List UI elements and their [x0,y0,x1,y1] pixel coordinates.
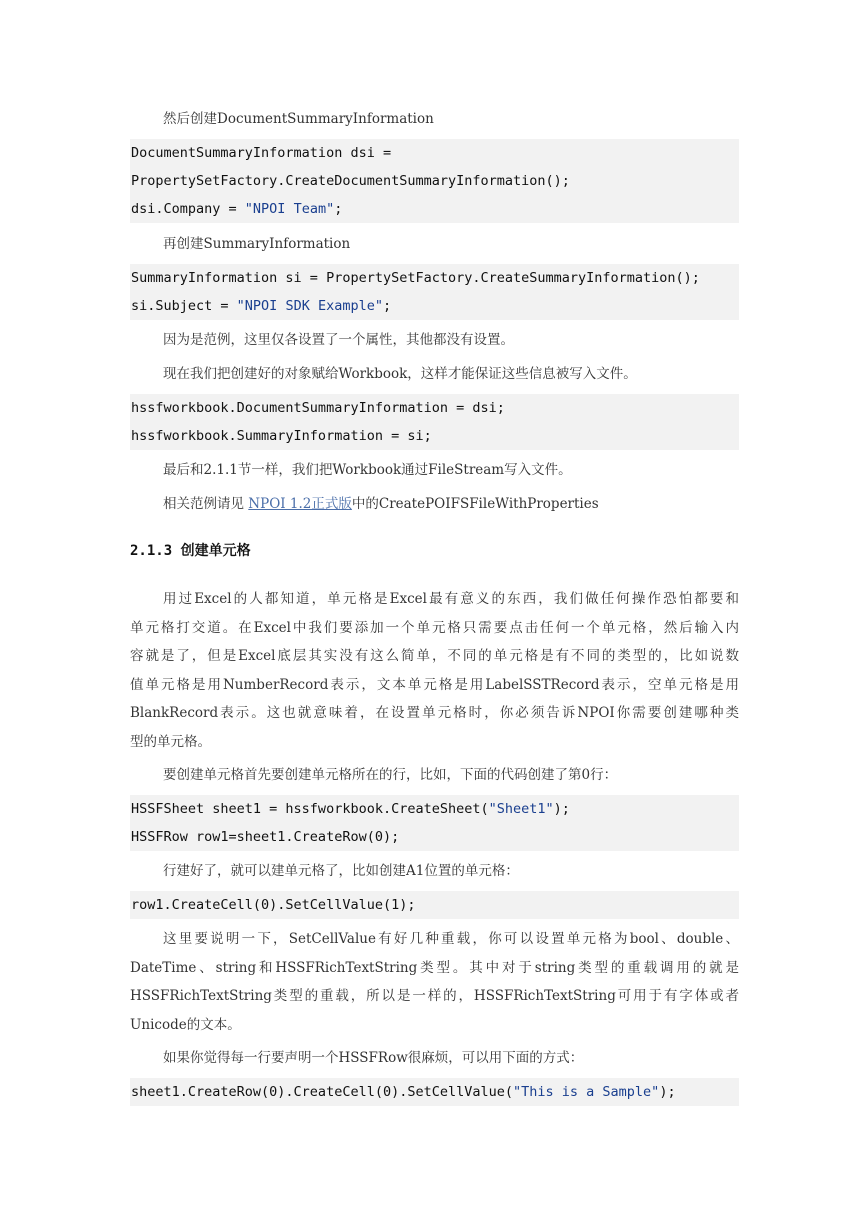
code-line [130,292,739,320]
code-token: ); [553,801,570,817]
code-line [130,195,739,223]
code-line: HSSFRow row1=sheet1.CreateRow(0); [131,829,400,845]
npoi-release-link[interactable]: NPOI 1.2正式版 [248,496,352,512]
text-related-example [163,494,743,514]
code-line: row1.CreateCell(0).SetCellValue(1); [131,897,416,913]
text-write-file: 最后和2.1.1节一样，我们把Workbook通过FileStream写入文件。 [163,462,572,478]
related-prefix: 相关范例请见 [163,496,249,512]
code-block-shortcut [130,1078,739,1106]
text-shortcut: 如果你觉得每一行要声明一个HSSFRow很麻烦，可以用下面的方式： [163,1050,584,1066]
paragraph-line: 型的单元格。 [130,733,211,750]
code-line [130,795,739,823]
code-line: DocumentSummaryInformation dsi = [131,145,392,161]
code-token: ; [334,201,343,217]
related-suffix: 中的CreatePOIFSFileWithProperties [351,496,599,512]
code-token: dsi.Company = [131,201,245,217]
code-line: SummaryInformation si = PropertySetFactory.CreateSummaryInformation(); [131,270,700,286]
paragraph-line: BlankRecord表示。这也就意味着，在设置单元格时，你必须告诉NPOI你需要创建哪种类 [130,705,739,722]
text-example-note: 因为是范例，这里仅各设置了一个属性，其他都没有设置。 [163,332,514,348]
code-token: HSSFSheet sheet1 = hssfworkbook.CreateSheet( [131,801,489,817]
paragraph-line: Unicode的文本。 [130,1016,241,1033]
paragraph-line: DateTime、string和HSSFRichTextString类型。其中对于string类型的重载调用的就是 [130,959,739,976]
code-string: "This is a Sample" [513,1084,660,1100]
code-block-cell [130,891,739,919]
paragraph-line: HSSFRichTextString类型的重载，所以是一样的，HSSFRichTextString可用于有字体或者 [130,988,739,1005]
text-create-si: 再创建SummaryInformation [163,236,351,252]
paragraph-line: 单元格打交道。在Excel中我们要添加一个单元格只需要点击任何一个单元格，然后输入内 [130,619,739,636]
paragraph-line: 用过Excel的人都知道，单元格是Excel最有意义的东西，我们做任何操作恐怕都要和 [163,591,739,607]
code-block-assign [130,394,739,450]
text-assign-workbook: 现在我们把创建好的对象赋给Workbook，这样才能保证这些信息被写入文件。 [163,366,637,382]
code-line: PropertySetFactory.CreateDocumentSummaryInformation(); [131,173,570,189]
code-string: "Sheet1" [488,801,554,817]
paragraph-line: 值单元格是用NumberRecord表示，文本单元格是用LabelSSTRecord表示，空单元格是用 [130,676,739,693]
code-token: ; [382,298,392,314]
paragraph-cells-intro [130,585,739,757]
code-token: si.Subject = [131,298,237,314]
code-token: ); [659,1084,676,1100]
code-string: "NPOI Team" [244,201,335,217]
text-create-dsi: 然后创建DocumentSummaryInformation [163,111,434,127]
code-token: sheet1.CreateRow(0).CreateCell(0).SetCellValue( [131,1084,514,1100]
text-create-cell: 行建好了，就可以建单元格了，比如创建A1位置的单元格： [163,863,519,879]
code-line [130,1078,739,1106]
code-string: "NPOI SDK Example" [236,298,383,314]
section-heading: 2.1.3 创建单元格 [130,543,251,559]
text-create-row: 要创建单元格首先要创建单元格所在的行，比如，下面的代码创建了第0行： [163,767,618,783]
code-block-dsi [130,139,739,223]
code-line: hssfworkbook.SummaryInformation = si; [131,428,432,444]
paragraph-line: 这里要说明一下，SetCellValue有好几种重载，你可以设置单元格为bool、double、 [163,931,739,947]
code-block-si [130,264,739,320]
paragraph-setcellvalue [130,925,739,1039]
code-block-row [130,795,739,851]
code-line: hssfworkbook.DocumentSummaryInformation = dsi; [131,400,505,416]
paragraph-line: 容就是了，但是Excel底层其实没有这么简单，不同的单元格是有不同的类型的，比如说数 [130,648,739,665]
